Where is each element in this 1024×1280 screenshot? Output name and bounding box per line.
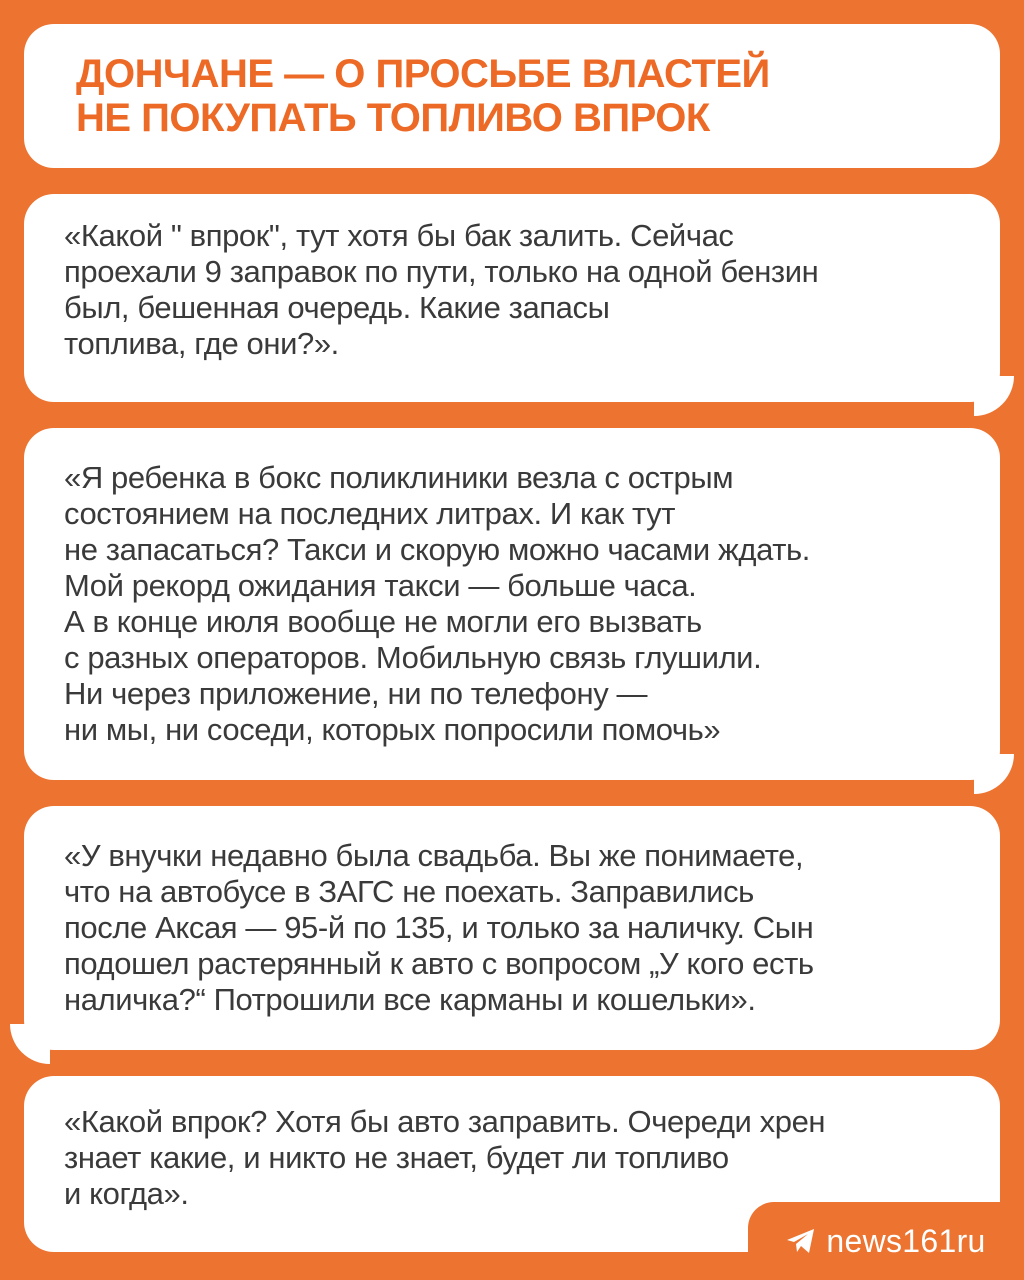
- quote-line: был, бешенная очередь. Какие запасы: [64, 290, 610, 325]
- title-card: [24, 24, 1000, 168]
- quote-line: топлива, где они?».: [64, 326, 339, 361]
- quote-card-1: [24, 194, 1000, 402]
- headline-line: НЕ ПОКУПАТЬ ТОПЛИВО ВПРОК: [76, 96, 710, 140]
- quote-line: наличка?“ Потрошили все карманы и кошельки».: [64, 982, 756, 1017]
- quote-line: ни мы, ни соседи, которых попросили помочь»: [64, 712, 721, 747]
- quote-line: знает какие, и никто не знает, будет ли топливо: [64, 1140, 729, 1175]
- quote-line: «Какой впрок? Хотя бы авто заправить. Очереди хрен: [64, 1104, 826, 1139]
- speech-bubble-tail: [974, 376, 1014, 416]
- quote-line: состоянием на последних литрах. И как тут: [64, 496, 676, 531]
- quote-line: Ни через приложение, ни по телефону —: [64, 676, 648, 711]
- brand-badge: [748, 1202, 1024, 1280]
- quote-line: с разных операторов. Мобильную связь глушили.: [64, 640, 762, 675]
- quote-card-3: [24, 806, 1000, 1050]
- speech-bubble-tail: [10, 1024, 50, 1064]
- quote-line: «Я ребенка в бокс поликлиники везла с острым: [64, 460, 734, 495]
- headline-line: ДОНЧАНЕ — О ПРОСЬБЕ ВЛАСТЕЙ: [76, 52, 770, 96]
- telegram-icon: [786, 1228, 816, 1254]
- speech-bubble-tail: [974, 754, 1014, 794]
- quote-line: проехали 9 заправок по пути, только на одной бензин: [64, 254, 819, 289]
- quote-card-2: [24, 428, 1000, 780]
- quote-line: не запасаться? Такси и скорую можно часами ждать.: [64, 532, 811, 567]
- brand-name: news161ru: [826, 1222, 986, 1259]
- quote-line: «У внучки недавно была свадьба. Вы же понимаете,: [64, 838, 804, 873]
- quote-line: после Аксая — 95-й по 135, и только за наличку. Сын: [64, 910, 814, 945]
- quote-line: А в конце июля вообще не могли его вызвать: [64, 604, 702, 639]
- quote-line: Мой рекорд ожидания такси — больше часа.: [64, 568, 697, 603]
- quote-line: и когда».: [64, 1176, 189, 1211]
- quote-line: что на автобусе в ЗАГС не поехать. Заправились: [64, 874, 754, 909]
- quote-line: подошел растерянный к авто с вопросом „У кого есть: [64, 946, 814, 981]
- quote-line: «Какой " впрок", тут хотя бы бак залить. Сейчас: [64, 218, 734, 253]
